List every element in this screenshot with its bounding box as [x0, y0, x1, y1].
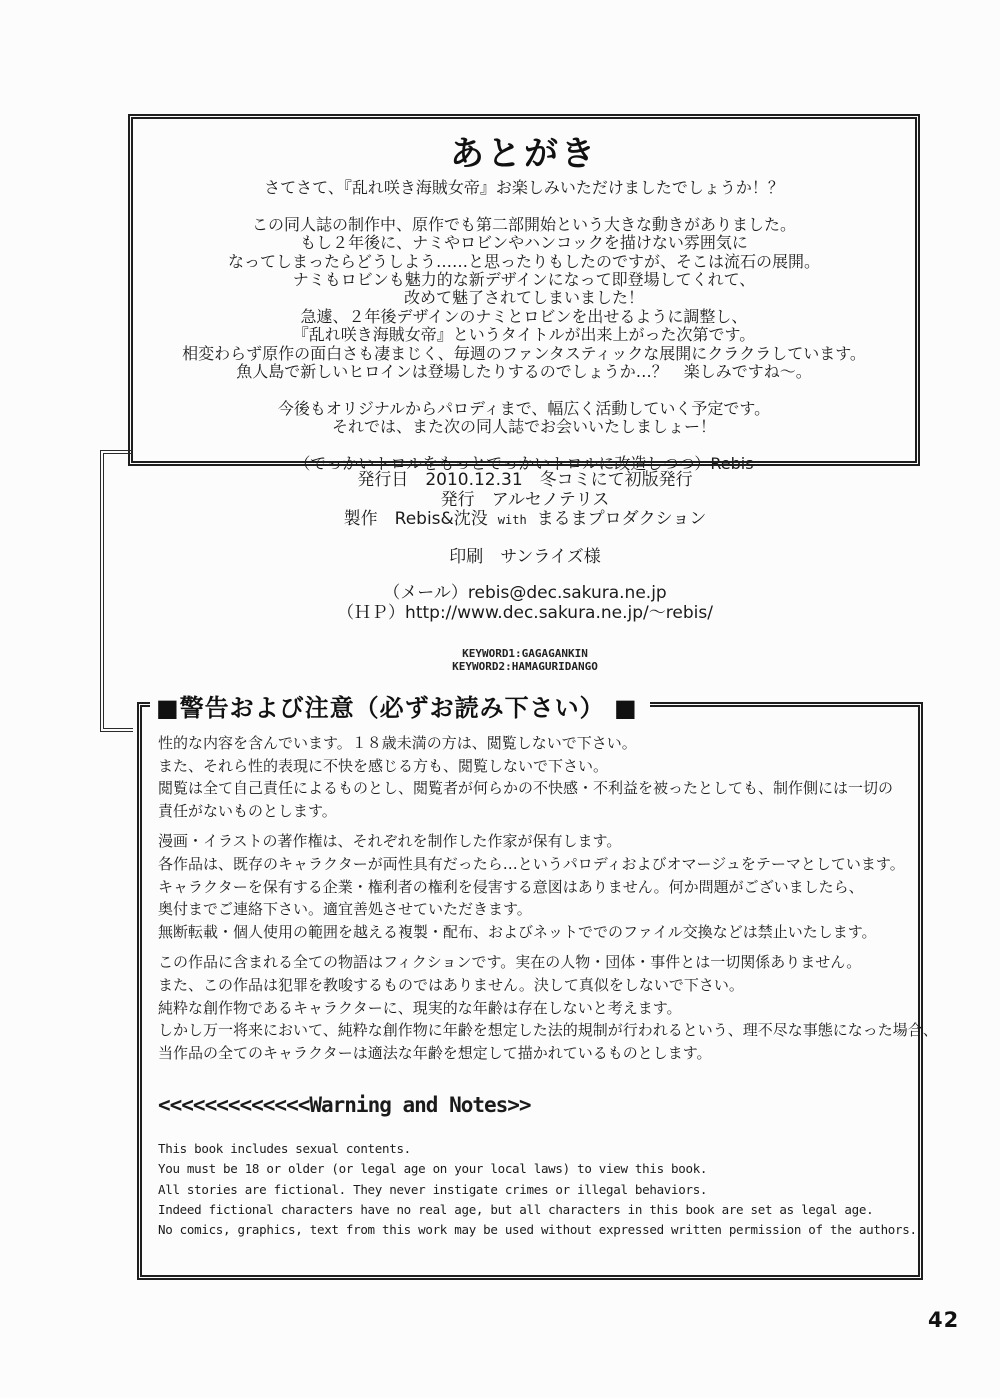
warning-line: しかし万一将来において、純粋な創作物に年齢を想定した法的規制が行われるという、理不尽な事態になった場合、 [158, 1021, 938, 1040]
production-credit: 製作 Rebis&沈没 [343, 509, 488, 529]
colophon-issue-date: 発行日 2010.12.31 冬コミにて初版発行 [357, 470, 693, 490]
warning-line: 閲覧は全て自己責任によるものとし、閲覧者が何らかの不快感・不利益を被ったとしても、制作側には一切の [158, 779, 894, 798]
spacer [130, 531, 920, 548]
afterword-line: 魚人島で新しいヒロインは登場したりするのでしょうか…？ 楽しみですね～。 [236, 362, 812, 382]
keyword-2: KEYWORD2:HAMAGURIDANGO [452, 660, 598, 673]
warning-line: 奥付までご連絡下さい。適宜善処させていただきます。 [158, 900, 532, 919]
warning-line: 各作品は、既存のキャラクターが両性具有だったら…というパロディおよびオマージュをテーマとしています。 [158, 854, 905, 873]
page-number: 42 [928, 1308, 960, 1332]
warning-en-line: You must be 18 or older (or legal age on your local laws) to view this book. [158, 1161, 708, 1177]
warning-paragraph-1 [158, 732, 902, 822]
production-studio: まるまプロダクション [536, 509, 707, 529]
warning-box [137, 694, 938, 1280]
warning-line: 性的な内容を含んでいます。１８歳未満の方は、閲覧しないで下さい。 [158, 734, 637, 752]
afterword-line: ナミもロビンも魅力的な新デザインになって即登場してくれて、 [292, 270, 756, 290]
warning-header: ■警告および注意（必ずお読み下さい） ■ [150, 688, 650, 723]
afterword-line: この同人誌の制作中、原作でも第二部開始という大きな動きがありました。 [251, 214, 796, 234]
afterword-box [128, 114, 920, 474]
warning-line: 責任がないものとします。 [158, 801, 337, 820]
colophon-email: （メール）rebis@dec.sakura.ne.jp [383, 583, 667, 603]
warning-line: この作品に含まれる全ての物語はフィクションです。実在の人物・団体・事件とは一切関係ありません。 [158, 953, 862, 972]
afterword-line: なってしまったらどうしよう……と思ったりもしたのですが、そこは流石の展開。 [227, 251, 820, 271]
colophon-website: （ＨＰ）http://www.dec.sakura.ne.jp/～rebis/ [337, 602, 713, 623]
afterword-line: （でっかいトロルをもっとでっかいトロルに改造しつつ）Rebis [294, 454, 754, 474]
spacer [130, 567, 920, 584]
afterword-line: さてさて、『乱れ咲き海賊女帝』お楽しみいただけましたでしょうか！？ [264, 178, 784, 197]
warning-line: また、それら性的表現に不快を感じる方も、閲覧しないで下さい。 [158, 756, 609, 775]
afterword-line [133, 437, 915, 455]
afterword-title: あとがき [450, 134, 598, 174]
keywords [130, 647, 920, 673]
colophon-production [130, 510, 920, 531]
colophon-printer: 印刷 サンライズ様 [449, 546, 601, 567]
warning-en-text [158, 1139, 917, 1240]
afterword-line: 今後もオリジナルからパロディまで、幅広く活動していく予定です。 [277, 398, 771, 418]
warning-en-line: Indeed fictional characters have no real age, but all characters in this book are set as legal age. [158, 1201, 874, 1217]
afterword-line: それでは、また次の同人誌でお会いいたしましょー！ [331, 417, 716, 437]
afterword-line: もし２年後に、ナミやロビンやハンコックを描けない雰囲気に [300, 233, 748, 253]
warning-line: 無断転載・個人使用の範囲を越える複製・配布、およびネットででのファイル交換などは禁止いたします。 [158, 922, 877, 941]
warning-line: 当作品の全てのキャラクターは適法な年齢を想定して描かれているものとします。 [158, 1043, 712, 1062]
afterword-line [133, 197, 915, 215]
warning-en-line: All stories are fictional. They never instigate crimes or illegal behaviors. [158, 1181, 708, 1197]
afterword-line [133, 381, 915, 399]
warning-line: 純粋な創作物であるキャラクターに、現実的な年齢は存在しないと考えます。 [158, 998, 682, 1017]
afterword-line: 急遽、２年後デザインのナミとロビンを出せるように調整し、 [300, 306, 748, 326]
connector-bracket [100, 450, 133, 732]
afterword-line: 改めて魅了されてしまいました！ [403, 288, 644, 308]
warning-en-line: No comics, graphics, text from this work may be used without expressed written permission of the authors. [158, 1222, 917, 1238]
colophon [130, 471, 920, 673]
afterword-line: 『乱れ咲き海賊女帝』というタイトルが出来上がった次第です。 [292, 325, 756, 345]
with-label: with [497, 513, 527, 527]
warning-en-header: <<<<<<<<<<<<<Warning and Notes>> [158, 1093, 531, 1118]
keyword-1: KEYWORD1:GAGAGANKIN [462, 647, 588, 660]
colophon-publisher: 発行 アルセノテリス [440, 489, 610, 510]
warning-line: 漫画・イラストの著作権は、それぞれを制作した作家が保有します。 [158, 832, 622, 851]
afterword-text [133, 179, 915, 473]
warning-line: キャラクターを保有する企業・権利者の権利を侵害する意図はありません。何か問題がございましたら、 [158, 877, 864, 896]
warning-paragraph-2 [158, 830, 905, 943]
warning-en-line: This book includes sexual contents. [158, 1140, 411, 1156]
warning-body [142, 707, 938, 1240]
warning-line: また、この作品は犯罪を教唆するものではありません。決して真似をしないで下さい。 [158, 975, 744, 994]
afterword-line: 相変わらず原作の面白さも凄まじく、毎週のファンタスティックな展開にクラクラしています。 [182, 343, 866, 363]
warning-paragraph-3 [158, 951, 938, 1064]
